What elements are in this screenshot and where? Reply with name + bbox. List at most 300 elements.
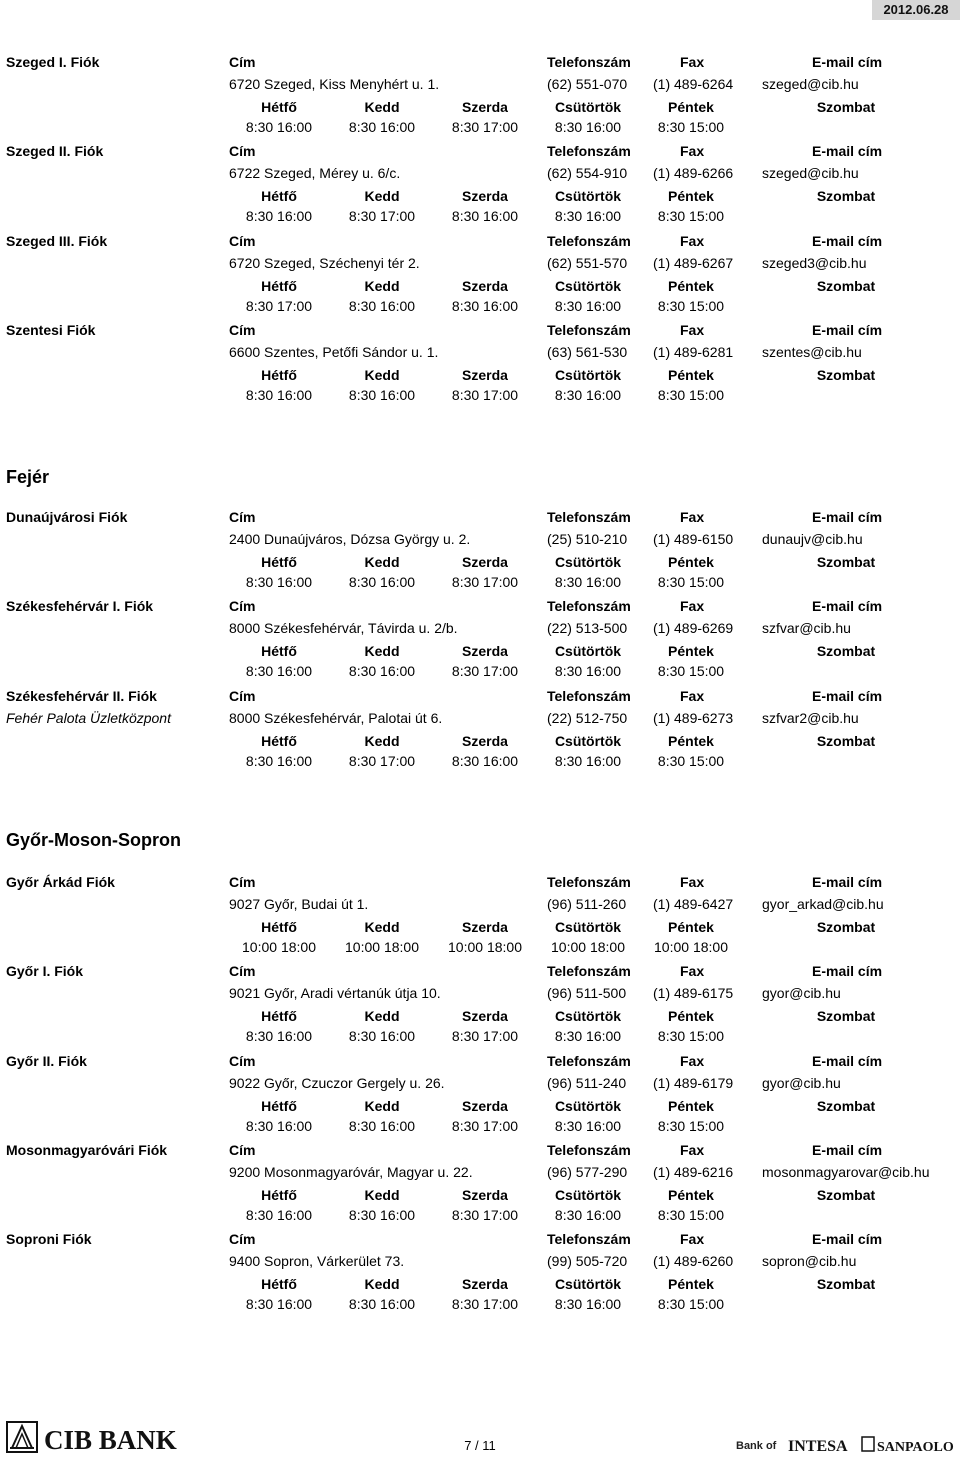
partner-b-text: SANPAOLO <box>877 1440 954 1455</box>
opening-hours: 8:30 15:00 <box>657 208 725 224</box>
fax-header: Fax <box>680 1053 705 1069</box>
weekday-label: Péntek <box>668 733 714 749</box>
weekday-label: Hétfő <box>261 554 297 570</box>
opening-hours: 8:30 16:00 <box>348 387 416 403</box>
weekday-label: Kedd <box>364 1008 400 1024</box>
weekday-label: Szombat <box>816 1187 876 1203</box>
email-header: E-mail cím <box>812 1142 883 1158</box>
weekday-label: Péntek <box>668 278 714 294</box>
branch-phone: (99) 505-720 <box>547 1253 628 1269</box>
weekday-label: Kedd <box>364 1276 400 1292</box>
opening-hours: 8:30 16:00 <box>245 663 313 679</box>
weekday-label: Hétfő <box>261 919 297 935</box>
opening-hours: 8:30 15:00 <box>657 574 725 590</box>
opening-hours-row <box>0 572 960 592</box>
branch-address: 6600 Szentes, Petőfi Sándor u. 1. <box>229 344 439 360</box>
address-header: Cím <box>229 1231 256 1247</box>
branch-name: Győr Árkád Fiók <box>6 874 115 890</box>
weekday-label: Szerda <box>462 99 508 115</box>
branch-email: dunaujv@cib.hu <box>762 531 863 547</box>
weekday-label: Csütörtök <box>554 99 622 115</box>
address-header: Cím <box>229 598 256 614</box>
weekday-label: Hétfő <box>261 188 297 204</box>
opening-hours: 8:30 17:00 <box>451 663 519 679</box>
branch-phone: (63) 561-530 <box>547 344 628 360</box>
branch-fax: (1) 489-6273 <box>653 710 734 726</box>
weekday-label: Szombat <box>816 278 876 294</box>
phone-header: Telefonszám <box>547 233 631 249</box>
branch-phone: (22) 512-750 <box>547 710 628 726</box>
weekday-header-row <box>0 1185 960 1205</box>
weekday-label: Kedd <box>364 99 400 115</box>
branch-contact-row <box>0 253 960 273</box>
opening-hours: 8:30 16:00 <box>451 298 519 314</box>
branch-email: gyor@cib.hu <box>762 1075 841 1091</box>
weekday-label: Szerda <box>462 1098 508 1114</box>
branch-fax: (1) 489-6264 <box>653 76 734 92</box>
branch-fax: (1) 489-6269 <box>653 620 734 636</box>
opening-hours: 10:00 18:00 <box>551 939 625 955</box>
opening-hours: 8:30 16:00 <box>554 1118 622 1134</box>
branch-fax: (1) 489-6216 <box>653 1164 734 1180</box>
branch-block <box>0 596 960 682</box>
branch-contact-row <box>0 529 960 549</box>
phone-header: Telefonszám <box>547 1142 631 1158</box>
branch-block <box>0 320 960 406</box>
branch-address: 9400 Sopron, Várkerület 73. <box>229 1253 405 1269</box>
fax-header: Fax <box>680 143 705 159</box>
weekday-label: Kedd <box>364 554 400 570</box>
opening-hours: 8:30 15:00 <box>657 1028 725 1044</box>
weekday-label: Csütörtök <box>554 1098 622 1114</box>
page-footer <box>0 1410 960 1458</box>
branch-name: Szeged I. Fiók <box>6 54 100 70</box>
opening-hours: 8:30 16:00 <box>554 753 622 769</box>
phone-header: Telefonszám <box>547 509 631 525</box>
opening-hours: 8:30 17:00 <box>451 1296 519 1312</box>
weekday-label: Szerda <box>462 643 508 659</box>
opening-hours: 8:30 15:00 <box>657 387 725 403</box>
address-header: Cím <box>229 54 256 70</box>
opening-hours: 8:30 17:00 <box>451 387 519 403</box>
weekday-header-row <box>0 186 960 206</box>
branch-address: 6722 Szeged, Mérey u. 6/c. <box>229 165 401 181</box>
branch-block <box>0 141 960 227</box>
opening-hours: 8:30 15:00 <box>657 663 725 679</box>
weekday-label: Hétfő <box>261 1098 297 1114</box>
email-header: E-mail cím <box>812 322 883 338</box>
weekday-header-row <box>0 1096 960 1116</box>
branch-header-row <box>0 1229 960 1249</box>
branch-header-row <box>0 596 960 616</box>
weekday-label: Szerda <box>462 188 508 204</box>
fax-header: Fax <box>680 1231 705 1247</box>
opening-hours: 8:30 15:00 <box>657 753 725 769</box>
branch-fax: (1) 489-6260 <box>653 1253 734 1269</box>
branch-name: Győr II. Fiók <box>6 1053 87 1069</box>
phone-header: Telefonszám <box>547 143 631 159</box>
opening-hours-row <box>0 1116 960 1136</box>
weekday-label: Szombat <box>816 919 876 935</box>
branch-contact-row <box>0 163 960 183</box>
email-header: E-mail cím <box>812 963 883 979</box>
branch-block <box>0 231 960 317</box>
opening-hours: 8:30 17:00 <box>451 1028 519 1044</box>
phone-header: Telefonszám <box>547 54 631 70</box>
phone-header: Telefonszám <box>547 874 631 890</box>
opening-hours: 8:30 16:00 <box>348 1207 416 1223</box>
opening-hours-row <box>0 117 960 137</box>
weekday-label: Hétfő <box>261 733 297 749</box>
branch-fax: (1) 489-6266 <box>653 165 734 181</box>
weekday-label: Péntek <box>668 919 714 935</box>
branch-contact-row <box>0 342 960 362</box>
opening-hours: 8:30 16:00 <box>348 1118 416 1134</box>
opening-hours: 8:30 16:00 <box>554 663 622 679</box>
partner-prefix: Bank of <box>736 1440 777 1452</box>
fax-header: Fax <box>680 233 705 249</box>
weekday-label: Csütörtök <box>554 643 622 659</box>
opening-hours: 8:30 16:00 <box>245 574 313 590</box>
branch-contact-row <box>0 618 960 638</box>
branch-header-row <box>0 320 960 340</box>
opening-hours-row <box>0 661 960 681</box>
phone-header: Telefonszám <box>547 322 631 338</box>
fax-header: Fax <box>680 598 705 614</box>
opening-hours: 8:30 16:00 <box>554 387 622 403</box>
opening-hours-row <box>0 751 960 771</box>
opening-hours-row <box>0 206 960 226</box>
weekday-label: Kedd <box>364 643 400 659</box>
weekday-label: Szerda <box>462 733 508 749</box>
opening-hours: 8:30 17:00 <box>451 574 519 590</box>
branch-header-row <box>0 872 960 892</box>
branch-fax: (1) 489-6427 <box>653 896 734 912</box>
weekday-label: Kedd <box>364 733 400 749</box>
branch-block <box>0 686 960 772</box>
branch-contact-row <box>0 74 960 94</box>
fax-header: Fax <box>680 688 705 704</box>
opening-hours: 8:30 17:00 <box>451 1207 519 1223</box>
branch-block <box>0 1140 960 1226</box>
branch-header-row <box>0 141 960 161</box>
opening-hours-row <box>0 1294 960 1314</box>
weekday-label: Csütörtök <box>554 1008 622 1024</box>
branch-fax: (1) 489-6150 <box>653 531 734 547</box>
address-header: Cím <box>229 688 256 704</box>
opening-hours: 8:30 16:00 <box>245 1207 313 1223</box>
fax-header: Fax <box>680 1142 705 1158</box>
opening-hours: 8:30 16:00 <box>245 387 313 403</box>
email-header: E-mail cím <box>812 233 883 249</box>
opening-hours: 8:30 16:00 <box>245 119 313 135</box>
branch-name: Győr I. Fiók <box>6 963 84 979</box>
weekday-header-row <box>0 97 960 117</box>
weekday-label: Kedd <box>364 1098 400 1114</box>
branch-address: 6720 Szeged, Kiss Menyhért u. 1. <box>229 76 440 92</box>
weekday-label: Csütörtök <box>554 733 622 749</box>
address-header: Cím <box>229 143 256 159</box>
branch-header-row <box>0 1140 960 1160</box>
branch-phone: (62) 551-570 <box>547 255 628 271</box>
opening-hours-row <box>0 1026 960 1046</box>
weekday-label: Szerda <box>462 1008 508 1024</box>
branch-address: 9022 Győr, Czuczor Gergely u. 26. <box>229 1075 445 1091</box>
branch-email: szfvar2@cib.hu <box>762 710 859 726</box>
cib-logo-text: CIB BANK <box>44 1425 177 1454</box>
branch-contact-row <box>0 894 960 914</box>
branch-block <box>0 1051 960 1137</box>
email-header: E-mail cím <box>812 598 883 614</box>
branch-name: Szeged II. Fiók <box>6 143 104 159</box>
branch-block <box>0 507 960 593</box>
weekday-label: Szombat <box>816 1008 876 1024</box>
branch-email: szeged3@cib.hu <box>762 255 867 271</box>
branch-name: Székesfehérvár II. Fiók <box>6 688 157 704</box>
opening-hours: 8:30 17:00 <box>348 753 416 769</box>
weekday-label: Péntek <box>668 1276 714 1292</box>
section-title: Fejér <box>6 467 50 487</box>
fax-header: Fax <box>680 509 705 525</box>
opening-hours: 10:00 18:00 <box>448 939 522 955</box>
weekday-label: Szombat <box>816 188 876 204</box>
weekday-label: Szerda <box>462 278 508 294</box>
branch-phone: (96) 577-290 <box>547 1164 628 1180</box>
branch-contact-row <box>0 1162 960 1182</box>
weekday-label: Csütörtök <box>554 278 622 294</box>
branch-fax: (1) 489-6179 <box>653 1075 734 1091</box>
weekday-label: Csütörtök <box>554 919 622 935</box>
weekday-label: Péntek <box>668 643 714 659</box>
weekday-label: Hétfő <box>261 643 297 659</box>
weekday-label: Szombat <box>816 554 876 570</box>
section-title: Győr-Moson-Sopron <box>6 830 181 850</box>
opening-hours: 10:00 18:00 <box>654 939 728 955</box>
weekday-header-row <box>0 731 960 751</box>
weekday-header-row <box>0 365 960 385</box>
phone-header: Telefonszám <box>547 963 631 979</box>
branch-phone: (96) 511-240 <box>547 1075 627 1091</box>
weekday-label: Csütörtök <box>554 1276 622 1292</box>
weekday-label: Hétfő <box>261 1008 297 1024</box>
email-header: E-mail cím <box>812 1053 883 1069</box>
branch-email: mosonmagyarovar@cib.hu <box>762 1164 930 1180</box>
opening-hours-row <box>0 385 960 405</box>
branch-contact-row <box>0 708 960 728</box>
weekday-label: Péntek <box>668 1008 714 1024</box>
branch-email: szeged@cib.hu <box>762 165 859 181</box>
branch-header-row <box>0 507 960 527</box>
weekday-label: Szombat <box>816 367 876 383</box>
branch-name: Szentesi Fiók <box>6 322 96 338</box>
weekday-header-row <box>0 552 960 572</box>
opening-hours: 8:30 17:00 <box>245 298 313 314</box>
weekday-label: Hétfő <box>261 1187 297 1203</box>
opening-hours: 8:30 16:00 <box>554 208 622 224</box>
opening-hours: 8:30 16:00 <box>554 1296 622 1312</box>
opening-hours: 8:30 16:00 <box>245 1118 313 1134</box>
branch-block <box>0 1229 960 1315</box>
weekday-label: Hétfő <box>261 367 297 383</box>
weekday-label: Hétfő <box>261 278 297 294</box>
branch-subname: Fehér Palota Üzletközpont <box>6 710 171 726</box>
opening-hours: 8:30 16:00 <box>348 119 416 135</box>
branch-address: 9200 Mosonmagyaróvár, Magyar u. 22. <box>229 1164 473 1180</box>
branch-header-row <box>0 52 960 72</box>
weekday-label: Hétfő <box>261 99 297 115</box>
address-header: Cím <box>229 1053 256 1069</box>
opening-hours: 8:30 16:00 <box>245 1296 313 1312</box>
branch-address: 8000 Székesfehérvár, Palotai út 6. <box>229 710 443 726</box>
weekday-header-row <box>0 641 960 661</box>
weekday-label: Szombat <box>816 1276 876 1292</box>
branch-address: 6720 Szeged, Széchenyi tér 2. <box>229 255 420 271</box>
branch-block <box>0 961 960 1047</box>
weekday-label: Péntek <box>668 554 714 570</box>
weekday-label: Péntek <box>668 188 714 204</box>
weekday-label: Kedd <box>364 367 400 383</box>
phone-header: Telefonszám <box>547 1053 631 1069</box>
branch-phone: (25) 510-210 <box>547 531 628 547</box>
weekday-label: Péntek <box>668 1098 714 1114</box>
branch-name: Mosonmagyaróvári Fiók <box>6 1142 168 1158</box>
address-header: Cím <box>229 509 256 525</box>
phone-header: Telefonszám <box>547 1231 631 1247</box>
branch-fax: (1) 489-6267 <box>653 255 734 271</box>
opening-hours: 8:30 16:00 <box>245 208 313 224</box>
weekday-header-row <box>0 1274 960 1294</box>
weekday-label: Szerda <box>462 1187 508 1203</box>
branch-email: gyor@cib.hu <box>762 985 841 1001</box>
page-number: 7 / 11 <box>464 1438 496 1453</box>
weekday-label: Szerda <box>462 919 508 935</box>
weekday-label: Kedd <box>364 1187 400 1203</box>
opening-hours: 10:00 18:00 <box>242 939 316 955</box>
weekday-label: Szombat <box>816 733 876 749</box>
address-header: Cím <box>229 874 256 890</box>
fax-header: Fax <box>680 963 705 979</box>
branch-phone: (62) 554-910 <box>547 165 628 181</box>
opening-hours-row <box>0 296 960 316</box>
email-header: E-mail cím <box>812 509 883 525</box>
weekday-header-row <box>0 1006 960 1026</box>
weekday-label: Péntek <box>668 1187 714 1203</box>
opening-hours: 8:30 15:00 <box>657 1296 725 1312</box>
fax-header: Fax <box>680 54 705 70</box>
opening-hours: 8:30 16:00 <box>554 298 622 314</box>
intesa-sanpaolo-logo <box>736 1434 954 1456</box>
weekday-label: Csütörtök <box>554 367 622 383</box>
opening-hours-row <box>0 1205 960 1225</box>
branch-email: gyor_arkad@cib.hu <box>762 896 884 912</box>
opening-hours: 8:30 16:00 <box>348 298 416 314</box>
address-header: Cím <box>229 322 256 338</box>
opening-hours: 8:30 16:00 <box>451 753 519 769</box>
branch-header-row <box>0 686 960 706</box>
weekday-label: Szerda <box>462 1276 508 1292</box>
opening-hours: 8:30 16:00 <box>348 1296 416 1312</box>
opening-hours: 8:30 15:00 <box>657 298 725 314</box>
branch-phone: (96) 511-500 <box>547 985 627 1001</box>
email-header: E-mail cím <box>812 874 883 890</box>
email-header: E-mail cím <box>812 54 883 70</box>
weekday-label: Csütörtök <box>554 188 622 204</box>
branch-fax: (1) 489-6175 <box>653 985 734 1001</box>
branch-email: szeged@cib.hu <box>762 76 859 92</box>
branch-address: 2400 Dunaújváros, Dózsa György u. 2. <box>229 531 471 547</box>
fax-header: Fax <box>680 322 705 338</box>
branch-email: szfvar@cib.hu <box>762 620 851 636</box>
branch-block <box>0 872 960 958</box>
opening-hours: 8:30 16:00 <box>451 208 519 224</box>
opening-hours: 8:30 17:00 <box>348 208 416 224</box>
weekday-label: Csütörtök <box>554 554 622 570</box>
branch-contact-row <box>0 1251 960 1271</box>
address-header: Cím <box>229 963 256 979</box>
branch-address: 9021 Győr, Aradi vértanúk útja 10. <box>229 985 441 1001</box>
opening-hours: 8:30 15:00 <box>657 119 725 135</box>
opening-hours: 8:30 16:00 <box>348 574 416 590</box>
email-header: E-mail cím <box>812 1231 883 1247</box>
opening-hours: 8:30 17:00 <box>451 1118 519 1134</box>
opening-hours: 8:30 16:00 <box>554 119 622 135</box>
branch-name: Székesfehérvár I. Fiók <box>6 598 154 614</box>
opening-hours: 8:30 16:00 <box>245 753 313 769</box>
weekday-label: Szerda <box>462 367 508 383</box>
opening-hours: 10:00 18:00 <box>345 939 419 955</box>
branch-name: Dunaújvárosi Fiók <box>6 509 128 525</box>
branch-email: sopron@cib.hu <box>762 1253 857 1269</box>
branch-fax: (1) 489-6281 <box>653 344 734 360</box>
branch-header-row <box>0 1051 960 1071</box>
weekday-label: Szerda <box>462 554 508 570</box>
email-header: E-mail cím <box>812 143 883 159</box>
opening-hours: 8:30 15:00 <box>657 1207 725 1223</box>
weekday-label: Szombat <box>816 643 876 659</box>
opening-hours: 8:30 16:00 <box>348 1028 416 1044</box>
weekday-label: Hétfő <box>261 1276 297 1292</box>
weekday-label: Kedd <box>364 278 400 294</box>
branch-phone: (62) 551-070 <box>547 76 628 92</box>
opening-hours: 8:30 16:00 <box>245 1028 313 1044</box>
branch-header-row <box>0 961 960 981</box>
weekday-label: Csütörtök <box>554 1187 622 1203</box>
fax-header: Fax <box>680 874 705 890</box>
branch-contact-row <box>0 983 960 1003</box>
branch-contact-row <box>0 1073 960 1093</box>
partner-a-text: INTESA <box>788 1438 848 1455</box>
opening-hours: 8:30 16:00 <box>554 1207 622 1223</box>
opening-hours: 8:30 16:00 <box>554 574 622 590</box>
branch-name: Szeged III. Fiók <box>6 233 108 249</box>
weekday-label: Kedd <box>364 919 400 935</box>
weekday-label: Péntek <box>668 99 714 115</box>
opening-hours: 8:30 16:00 <box>348 663 416 679</box>
phone-header: Telefonszám <box>547 598 631 614</box>
phone-header: Telefonszám <box>547 688 631 704</box>
opening-hours-row <box>0 937 960 957</box>
date-badge: 2012.06.28 <box>872 0 960 20</box>
branch-name: Soproni Fiók <box>6 1231 92 1247</box>
branch-block <box>0 52 960 138</box>
email-header: E-mail cím <box>812 688 883 704</box>
branch-address: 9027 Győr, Budai út 1. <box>229 896 369 912</box>
branch-header-row <box>0 231 960 251</box>
address-header: Cím <box>229 1142 256 1158</box>
branch-address: 8000 Székesfehérvár, Távirda u. 2/b. <box>229 620 458 636</box>
opening-hours: 8:30 15:00 <box>657 1118 725 1134</box>
opening-hours: 8:30 17:00 <box>451 119 519 135</box>
